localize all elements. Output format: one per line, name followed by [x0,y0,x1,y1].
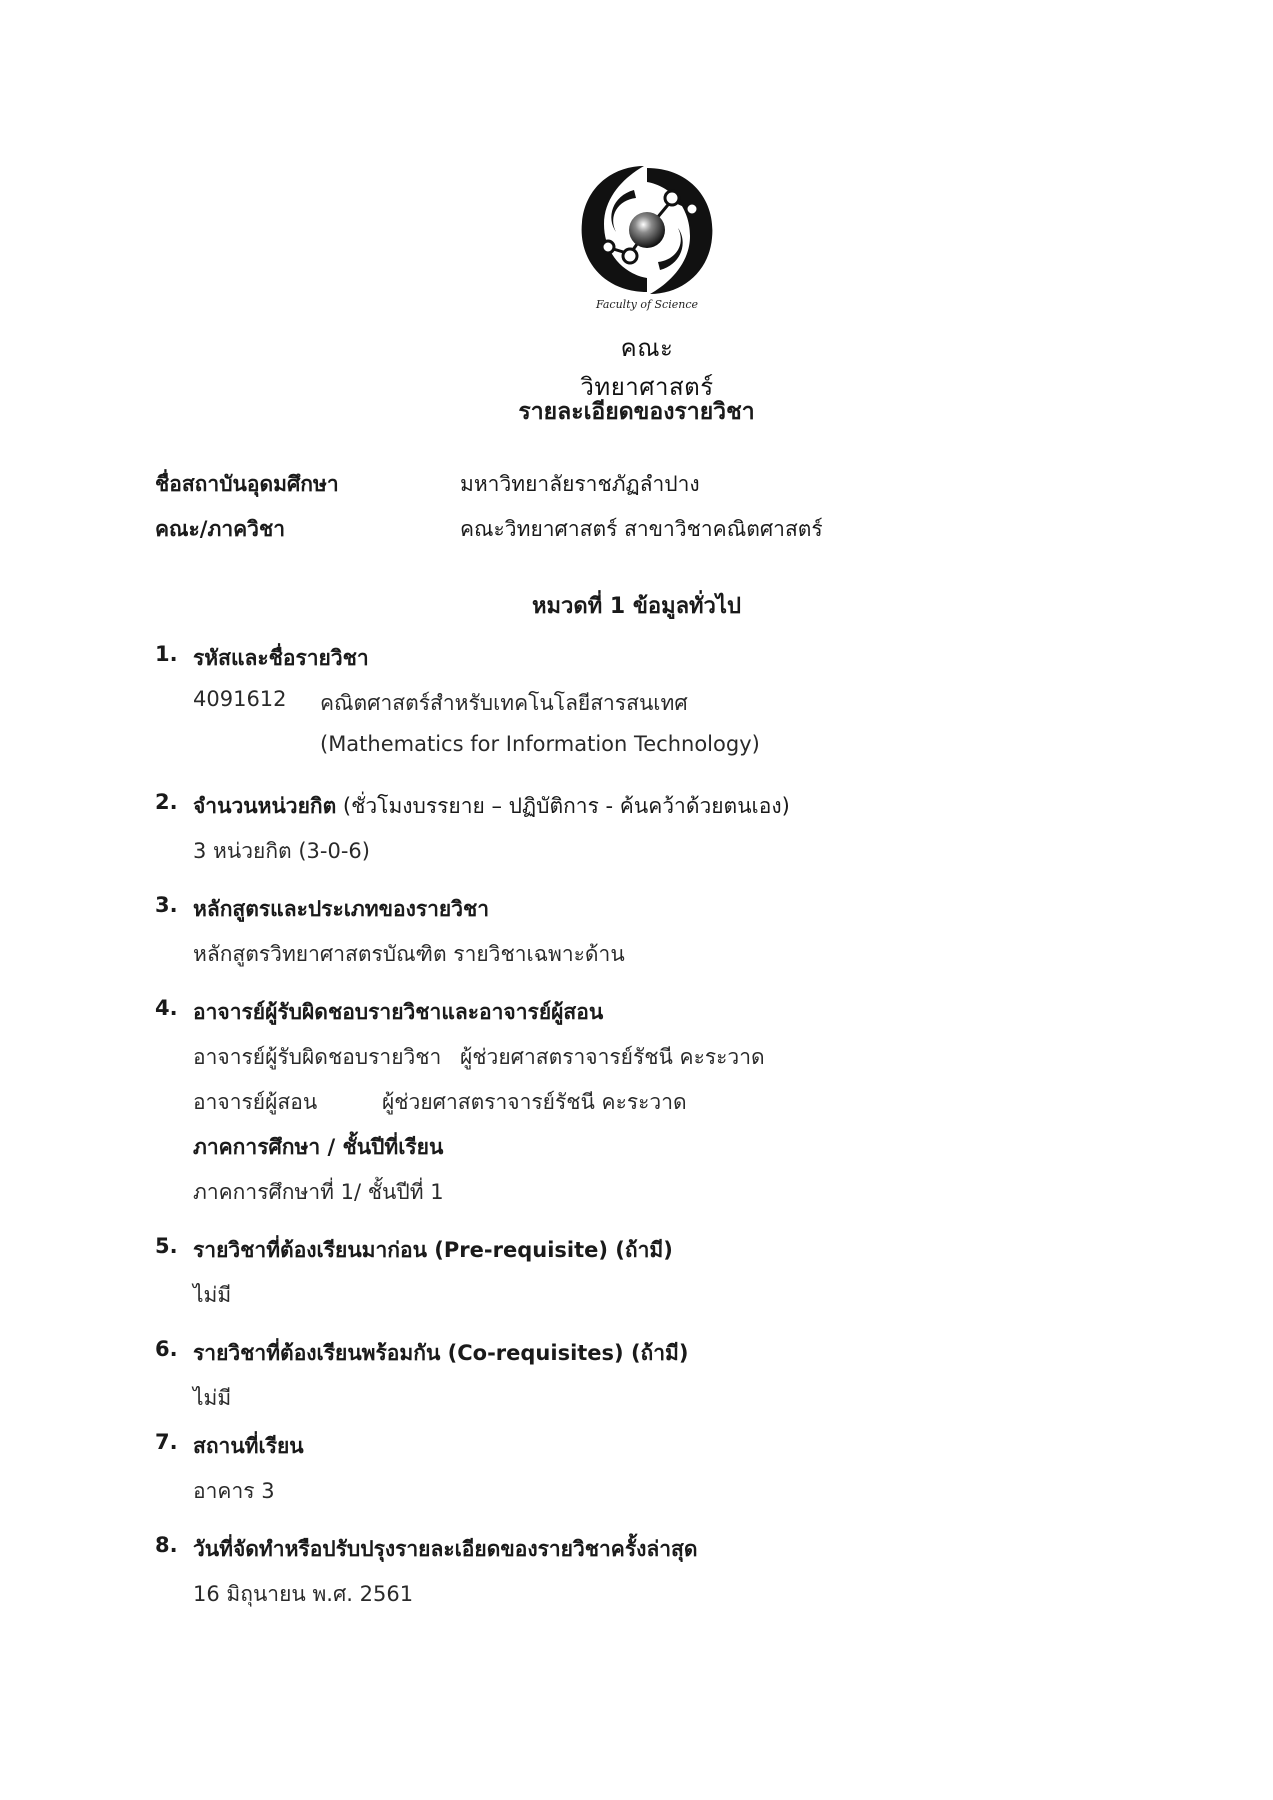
item-value: 16 มิถุนายน พ.ศ. 2561 [193,1582,414,1606]
item-value: หลักสูตรวิทยาศาสตรบัณฑิต รายวิชาเฉพาะด้าน [193,942,625,966]
logo-thai-text: คณะวิทยาศาสตร์ [580,334,714,401]
item-value: 3 หน่วยกิต (3-0-6) [193,839,370,863]
item-heading: รายวิชาที่ต้องเรียนพร้อมกัน (Co-requisites) (ถ้ามี) [193,1341,689,1365]
institution-value: มหาวิทยาลัยราชภัฏลำปาง [460,472,700,496]
course-code: 4091612 [193,687,287,711]
item-number: 7. [155,1430,178,1454]
faculty-label: คณะ/ภาควิชา [155,517,285,541]
document-title: รายละเอียดของรายวิชา [518,399,755,425]
faculty-value: คณะวิทยาศาสตร์ สาขาวิชาคณิตศาสตร์ [460,517,823,541]
item-heading-text: จำนวนหน่วยกิต [193,794,337,818]
item-heading: อาจารย์ผู้รับผิดชอบรายวิชาและอาจารย์ผู้สอน [193,1000,604,1024]
item-value: อาคาร 3 [193,1479,275,1503]
course-name-th: คณิตศาสตร์สำหรับเทคโนโลยีสารสนเทศ [320,691,688,715]
item-number: 6. [155,1337,178,1361]
institution-label: ชื่อสถาบันอุดมศึกษา [155,472,339,496]
item-heading: รหัสและชื่อรายวิชา [193,646,369,670]
item-number: 1. [155,642,178,666]
item-number: 8. [155,1533,178,1557]
faculty-logo [572,160,722,401]
item-number: 4. [155,996,178,1020]
item-heading: รายวิชาที่ต้องเรียนมาก่อน (Pre-requisite) (ถ้ามี) [193,1238,673,1262]
item-value: ไม่มี [193,1386,232,1410]
item-sub-heading: ภาคการศึกษา / ชั้นปีที่เรียน [193,1135,444,1159]
item-heading: วันที่จัดทำหรือปรับปรุงรายละเอียดของรายวิชาครั้งล่าสุด [193,1537,698,1561]
instructor-value: ผู้ช่วยศาสตราจารย์รัชนี คะระวาด [382,1090,687,1114]
item-heading: สถานที่เรียน [193,1434,304,1458]
item-heading: หลักสูตรและประเภทของรายวิชา [193,897,490,921]
item-number: 2. [155,790,178,814]
responsible-label: อาจารย์ผู้รับผิดชอบรายวิชา [193,1045,442,1069]
item-sub-value: ภาคการศึกษาที่ 1/ ชั้นปีที่ 1 [193,1180,444,1204]
item-number: 5. [155,1234,178,1258]
item-number: 3. [155,893,178,917]
section-title: หมวดที่ 1 ข้อมูลทั่วไป [532,594,741,619]
item-heading-note: (ชั่วโมงบรรยาย – ปฏิบัติการ - ค้นคว้าด้วยตนเอง) [336,794,790,818]
logo-english-text: Faculty of Science [595,298,698,311]
course-name-en: (Mathematics for Information Technology) [320,732,760,756]
faculty-logo-emblem-icon [572,160,722,300]
item-value: ไม่มี [193,1283,232,1307]
responsible-value: ผู้ช่วยศาสตราจารย์รัชนี คะระวาด [460,1045,765,1069]
item-heading [193,790,790,823]
instructor-label: อาจารย์ผู้สอน [193,1090,318,1114]
